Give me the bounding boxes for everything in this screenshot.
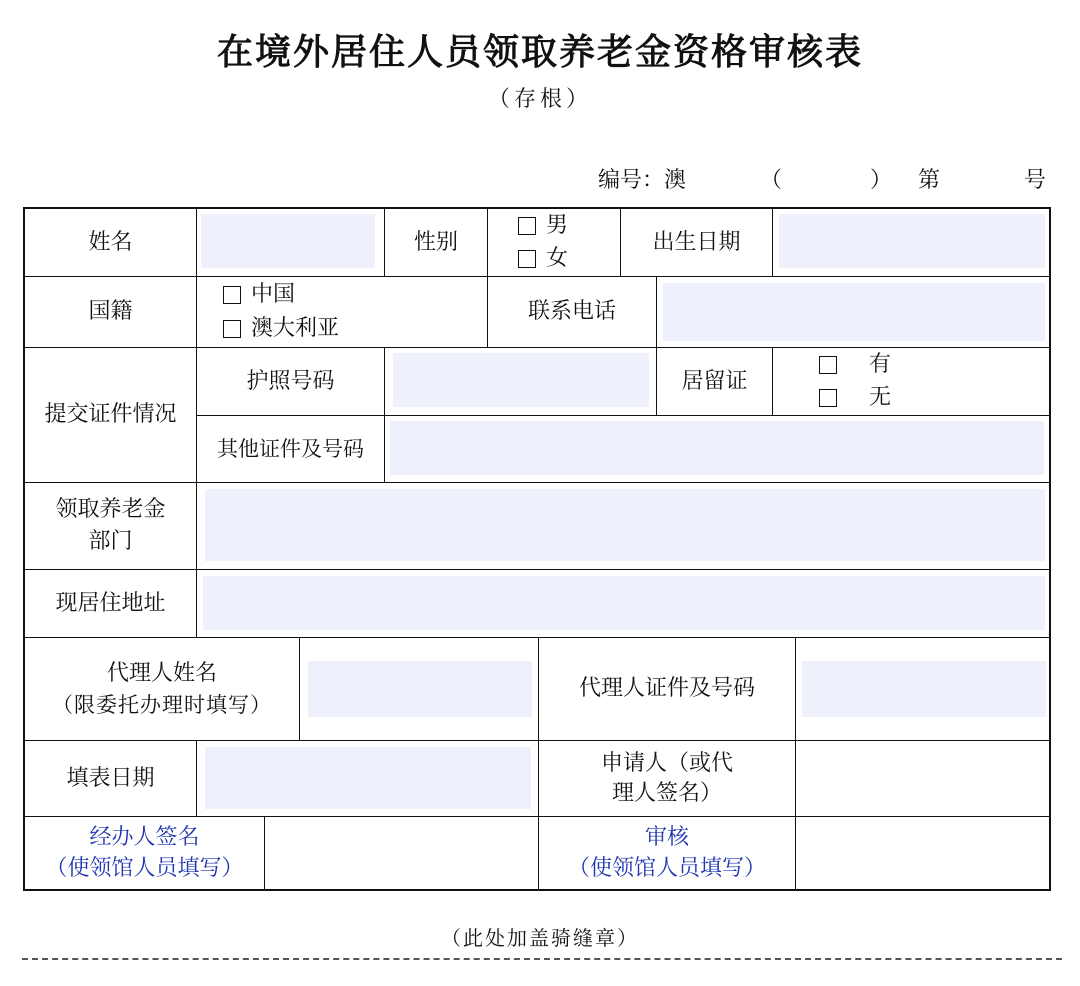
nationality-label: 国籍 — [25, 277, 197, 348]
residence-no-label: 无 — [869, 385, 892, 411]
residence-no-checkbox[interactable] — [819, 389, 837, 407]
female-checkbox[interactable] — [518, 250, 536, 268]
agent-id-label: 代理人证件及号码 — [539, 638, 796, 741]
male-label: 男 — [546, 212, 569, 238]
other-docs-label: 其他证件及号码 — [197, 416, 385, 483]
form-subtitle: （存根） — [487, 87, 592, 112]
residence-permit-options — [773, 348, 1049, 416]
passport-field[interactable] — [393, 353, 649, 407]
agent-id-cell — [796, 638, 1049, 741]
female-label: 女 — [546, 246, 569, 272]
handler-sign-label — [25, 817, 265, 891]
agent-name-line2: （限委托办理时填写） — [52, 692, 272, 717]
perforation-line — [22, 958, 1062, 960]
gender-option-female[interactable] — [518, 243, 568, 277]
applicant-sign-line2: 理人签名） — [611, 780, 722, 806]
seam-stamp-note: （此处加盖骑缝章） — [441, 926, 639, 950]
nationality-option-china[interactable] — [223, 278, 295, 312]
phone-label: 联系电话 — [488, 277, 657, 348]
name-label: 姓名 — [25, 209, 197, 277]
audit-form — [23, 207, 1051, 891]
agent-name-cell — [300, 638, 539, 741]
male-checkbox[interactable] — [518, 217, 536, 235]
residence-permit-label: 居留证 — [657, 348, 773, 416]
australia-label: 澳大利亚 — [251, 316, 340, 342]
serial-open-paren: （ — [760, 168, 783, 193]
serial-seq-suffix: 号 — [1024, 168, 1047, 193]
phone-cell — [657, 277, 1049, 348]
handler-sign-field[interactable] — [265, 817, 539, 891]
residence-option-yes[interactable] — [819, 348, 891, 382]
serial-seq-prefix: 第 — [918, 168, 941, 193]
name-cell — [197, 209, 385, 277]
birth-date-cell — [773, 209, 1049, 277]
pension-dept-line1: 领取养老金 — [55, 497, 166, 523]
address-label: 现居住地址 — [25, 570, 197, 638]
pension-dept-field[interactable] — [205, 489, 1045, 561]
residence-option-no[interactable] — [819, 382, 891, 416]
serial-label: 编号：澳 — [598, 168, 687, 193]
fill-date-label: 填表日期 — [25, 741, 197, 817]
handler-line1: 经办人签名 — [89, 825, 200, 851]
review-label — [539, 817, 796, 891]
phone-field[interactable] — [663, 283, 1045, 341]
nationality-option-australia[interactable] — [223, 312, 339, 346]
nationality-options — [197, 277, 488, 348]
agent-name-label — [25, 638, 300, 741]
passport-label: 护照号码 — [197, 348, 385, 416]
agent-name-field[interactable] — [308, 661, 532, 717]
applicant-sign-label — [539, 741, 796, 817]
review-line1: 审核 — [644, 825, 689, 851]
fill-date-cell — [197, 741, 539, 817]
pension-dept-cell — [197, 483, 1049, 570]
documents-label: 提交证件情况 — [25, 348, 197, 483]
gender-options — [488, 209, 621, 277]
handler-line2: （使领馆人员填写） — [45, 856, 244, 881]
agent-name-line1: 代理人姓名 — [106, 660, 217, 686]
residence-yes-checkbox[interactable] — [819, 356, 837, 374]
other-docs-field[interactable] — [390, 421, 1044, 475]
applicant-sign-line1: 申请人（或代 — [600, 750, 733, 776]
address-field[interactable] — [203, 576, 1045, 630]
pension-dept-label — [25, 483, 197, 570]
china-checkbox[interactable] — [223, 286, 241, 304]
address-cell — [197, 570, 1049, 638]
review-line2: （使领馆人员填写） — [567, 856, 766, 881]
other-docs-cell — [385, 416, 1049, 483]
pension-dept-line2: 部门 — [88, 529, 133, 554]
birth-date-label: 出生日期 — [621, 209, 773, 277]
name-field[interactable] — [201, 214, 375, 268]
agent-id-field[interactable] — [802, 661, 1046, 717]
china-label: 中国 — [251, 282, 296, 308]
form-title: 在境外居住人员领取养老金资格审核表 — [216, 32, 863, 73]
birth-date-field[interactable] — [779, 214, 1045, 268]
serial-close-paren: ） — [870, 168, 893, 193]
review-field[interactable] — [796, 817, 1049, 891]
fill-date-field[interactable] — [205, 747, 531, 809]
gender-label: 性别 — [385, 209, 488, 277]
residence-yes-label: 有 — [869, 351, 892, 377]
applicant-sign-field[interactable] — [796, 741, 1049, 817]
gender-option-male[interactable] — [518, 209, 568, 243]
australia-checkbox[interactable] — [223, 320, 241, 338]
passport-cell — [385, 348, 657, 416]
